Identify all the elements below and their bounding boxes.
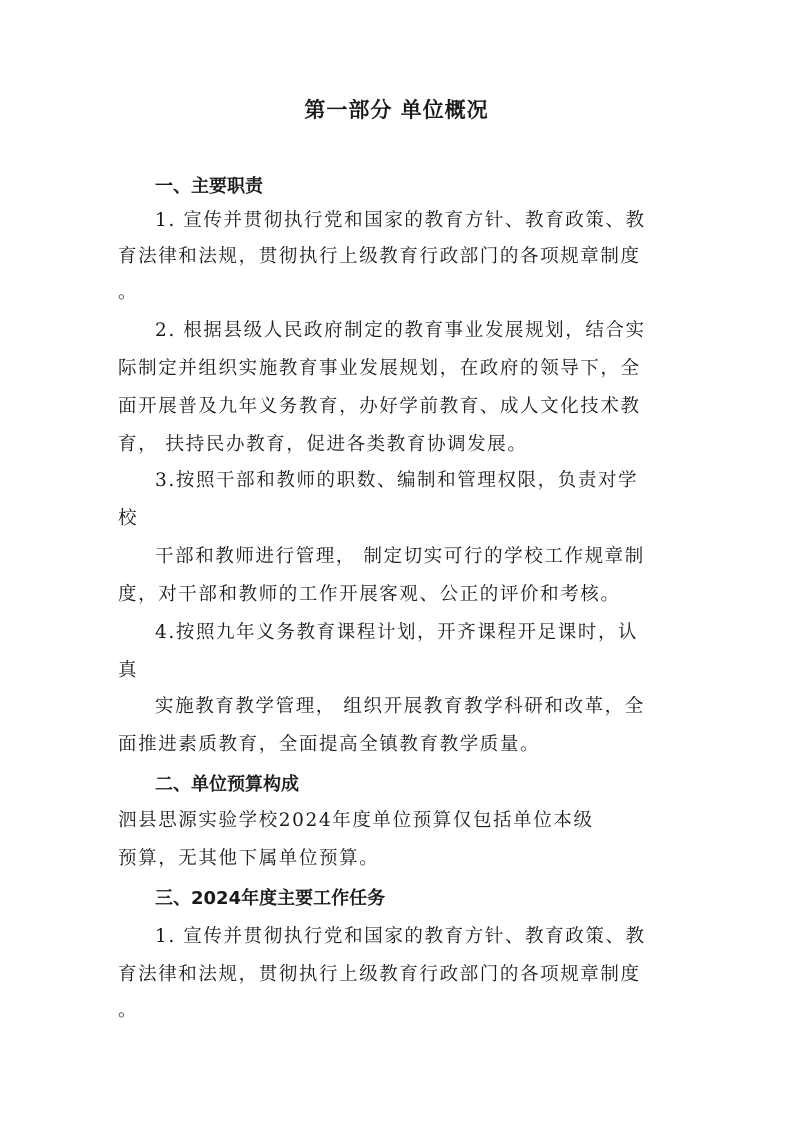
page-title: 第一部分 单位概况 bbox=[304, 98, 489, 122]
paragraph-line: 干部和教师进行管理， 制定切实可行的学校工作规章制 bbox=[155, 546, 645, 567]
section-heading-main-tasks: 三、2024年度主要工作任务 bbox=[155, 888, 386, 909]
section-heading-duties: 一、主要职责 bbox=[155, 176, 263, 197]
paragraph-line: 育法律和法规，贯彻执行上级教育行政部门的各项规章制度 bbox=[118, 964, 641, 985]
paragraph-line: 预算，无其他下属单位预算。 bbox=[118, 848, 380, 869]
paragraph-line: 际制定并组织实施教育事业发展规划，在政府的领导下，全 bbox=[118, 358, 641, 379]
paragraph-line: 1. 宣传并贯彻执行党和国家的教育方针、教育政策、教 bbox=[155, 210, 646, 231]
paragraph-line: 面开展普及九年义务教育，办好学前教育、成人文化技术教 bbox=[118, 396, 641, 417]
paragraph-line: 2. 根据县级人民政府制定的教育事业发展规划，结合实 bbox=[155, 320, 646, 341]
paragraph-line: 4.按照九年义务教育课程计划，开齐课程开足课时，认 bbox=[155, 622, 639, 643]
paragraph-line: 实施教育教学管理， 组织开展教育教学科研和改革，全 bbox=[155, 696, 645, 717]
paragraph-line: 育法律和法规，贯彻执行上级教育行政部门的各项规章制度 bbox=[118, 246, 641, 267]
paragraph-line: 育， 扶持民办教育，促进各类教育协调发展。 bbox=[118, 434, 528, 455]
section-heading-budget-composition: 二、单位预算构成 bbox=[155, 774, 299, 795]
paragraph-line: 度，对干部和教师的工作开展客观、公正的评价和考核。 bbox=[118, 584, 621, 605]
paragraph-line: 泗县思源实验学校2024年度单位预算仅包括单位本级 bbox=[118, 810, 594, 831]
paragraph-line: 。 bbox=[118, 282, 139, 303]
paragraph-line: 校 bbox=[118, 508, 139, 529]
paragraph-line: 。 bbox=[118, 1000, 139, 1021]
paragraph-line: 1. 宣传并贯彻执行党和国家的教育方针、教育政策、教 bbox=[155, 926, 646, 947]
paragraph-line: 真 bbox=[118, 660, 139, 681]
paragraph-line: 3.按照干部和教师的职数、编制和管理权限，负责对学 bbox=[155, 470, 639, 491]
paragraph-line: 面推进素质教育，全面提高全镇教育教学质量。 bbox=[118, 734, 541, 755]
